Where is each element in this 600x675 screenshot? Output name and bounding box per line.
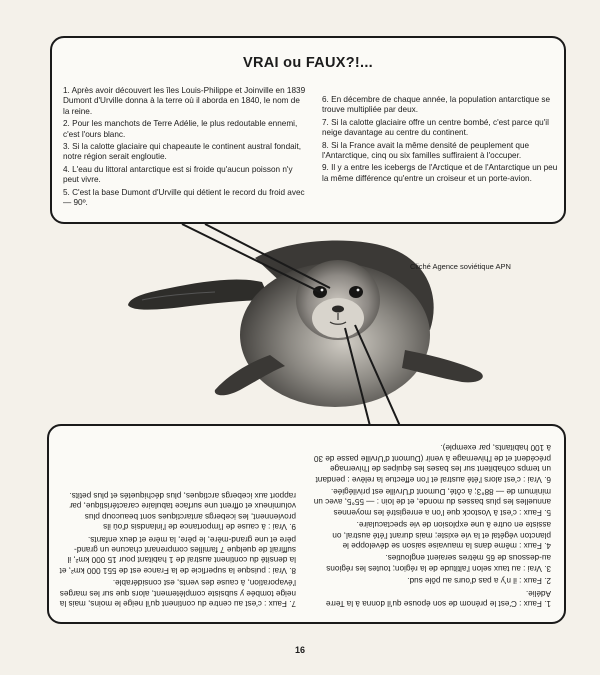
answer-7: 7. Faux : c'est au centre du continent qu'il neige le moins, mais la neige tombée y subsiste complètement, alors que sur les marges l'évaporation, à cause des vents, est considérable. [59, 578, 296, 608]
questions-right-column [322, 95, 558, 186]
answers-bubble [47, 424, 566, 624]
question-8: 8. Si la France avait la même densité de peuplement que l'Antarctique, cinq ou six familles suffiraient à l'occuper. [322, 140, 530, 161]
photo-credit: Cliché Agence soviétique APN [410, 262, 511, 271]
answer-3: 3. Vrai : au taux selon l'altitude de la région; toutes les régions au-dessous de 65 mètres seraient englouties. [326, 553, 551, 573]
answer-4: 4. Faux : même dans la mauvaise saison se développe le plancton végétal et la vie existe; mais durant l'été austral, on assiste en outre à une explosion de vie spectaculaire. [332, 520, 551, 550]
question-9: 9. Il y a entre les icebergs de l'Arctique et de l'Antarctique un peu la même différence qu'entre un croiseur et un porte-avion. [322, 163, 558, 183]
question-5: 5. C'est la base Dumont d'Urville qui détient le record du froid avec — 90º. [63, 187, 305, 208]
question-7: 7. Si la calotte glaciaire offre un centre bombé, c'est parce qu'il neige davantage au centre du continent. [322, 117, 549, 138]
question-3: 3. Si la calotte glaciaire qui chapeaute le continent austral fondait, notre région serait engloutie. [63, 142, 302, 162]
seal-right-flipper [402, 350, 483, 382]
answers-left-column [313, 440, 551, 608]
question-6: 6. En décembre de chaque année, la population antarctique se trouve multipliée par deux. [322, 95, 551, 115]
question-2: 2. Pour les manchots de Terre Adélie, le plus redoutable ennemi, c'est l'ours blanc. [63, 119, 298, 139]
questions-left-column [63, 86, 308, 210]
answers-upside-down [49, 426, 564, 622]
quiz-title: VRAI ou FAUX?!... [243, 55, 373, 71]
page-number: 16 [294, 645, 305, 655]
questions-bubble [50, 36, 566, 224]
answer-6: 6. Vrai : c'est alors l'été austral et l'on effectue la relève : pendant un temps cohabitent sur les bases les équipes de l'hivernage précédent et de l'hivernage à venir (Dumont d'Urville passe de 30 à 100 habitants, par exemple). [313, 443, 551, 484]
seal-right-eye [349, 286, 363, 298]
answers-right-column [58, 488, 296, 608]
question-4: 4. L'eau du littoral antarctique est si froide qu'aucun poisson n'y peut vivre. [63, 164, 293, 185]
answer-9: 9. Vrai : à cause de l'importance de l'inlandsis d'où ils proviennent, les icebergs antarctiques sont beaucoup plus volumineux et offrent une surface tabulaire caractéristique, par rapport aux icebergs arctiques, plus déchiquetés et plus petits. [69, 490, 296, 532]
question-1: 1. Après avoir découvert les îles Louis-Philippe et Joinville en 1839 Dumont d'Urville donna à la terre où il aborda en 1840, le nom de la reine. [63, 86, 306, 116]
answer-1: 1. Faux : C'est le prénom de son épouse qu'il donna à la Terre Adélie. [325, 588, 551, 608]
answer-2: 2. Faux : il n'y a pas d'ours au pôle sud. [407, 576, 551, 586]
answer-5: 5. Faux : c'est à Vostock que l'on a enregistré les moyennes annuelles les plus basses du monde, et de loin : — 55°5, avec un minimum de — 88°3; à côté, Dumont d'Urville est privilégiée. [313, 486, 551, 517]
answer-8: 8. Vrai : puisque la superficie de la France est de 551 000 km², et la densité du continent austral de 1 habitant pour 15 000 km², il suffirait de quelque 7 familles comprenant chacune un grand-père et une grand-mère, le père, la mère et deux enfants. [59, 534, 296, 575]
